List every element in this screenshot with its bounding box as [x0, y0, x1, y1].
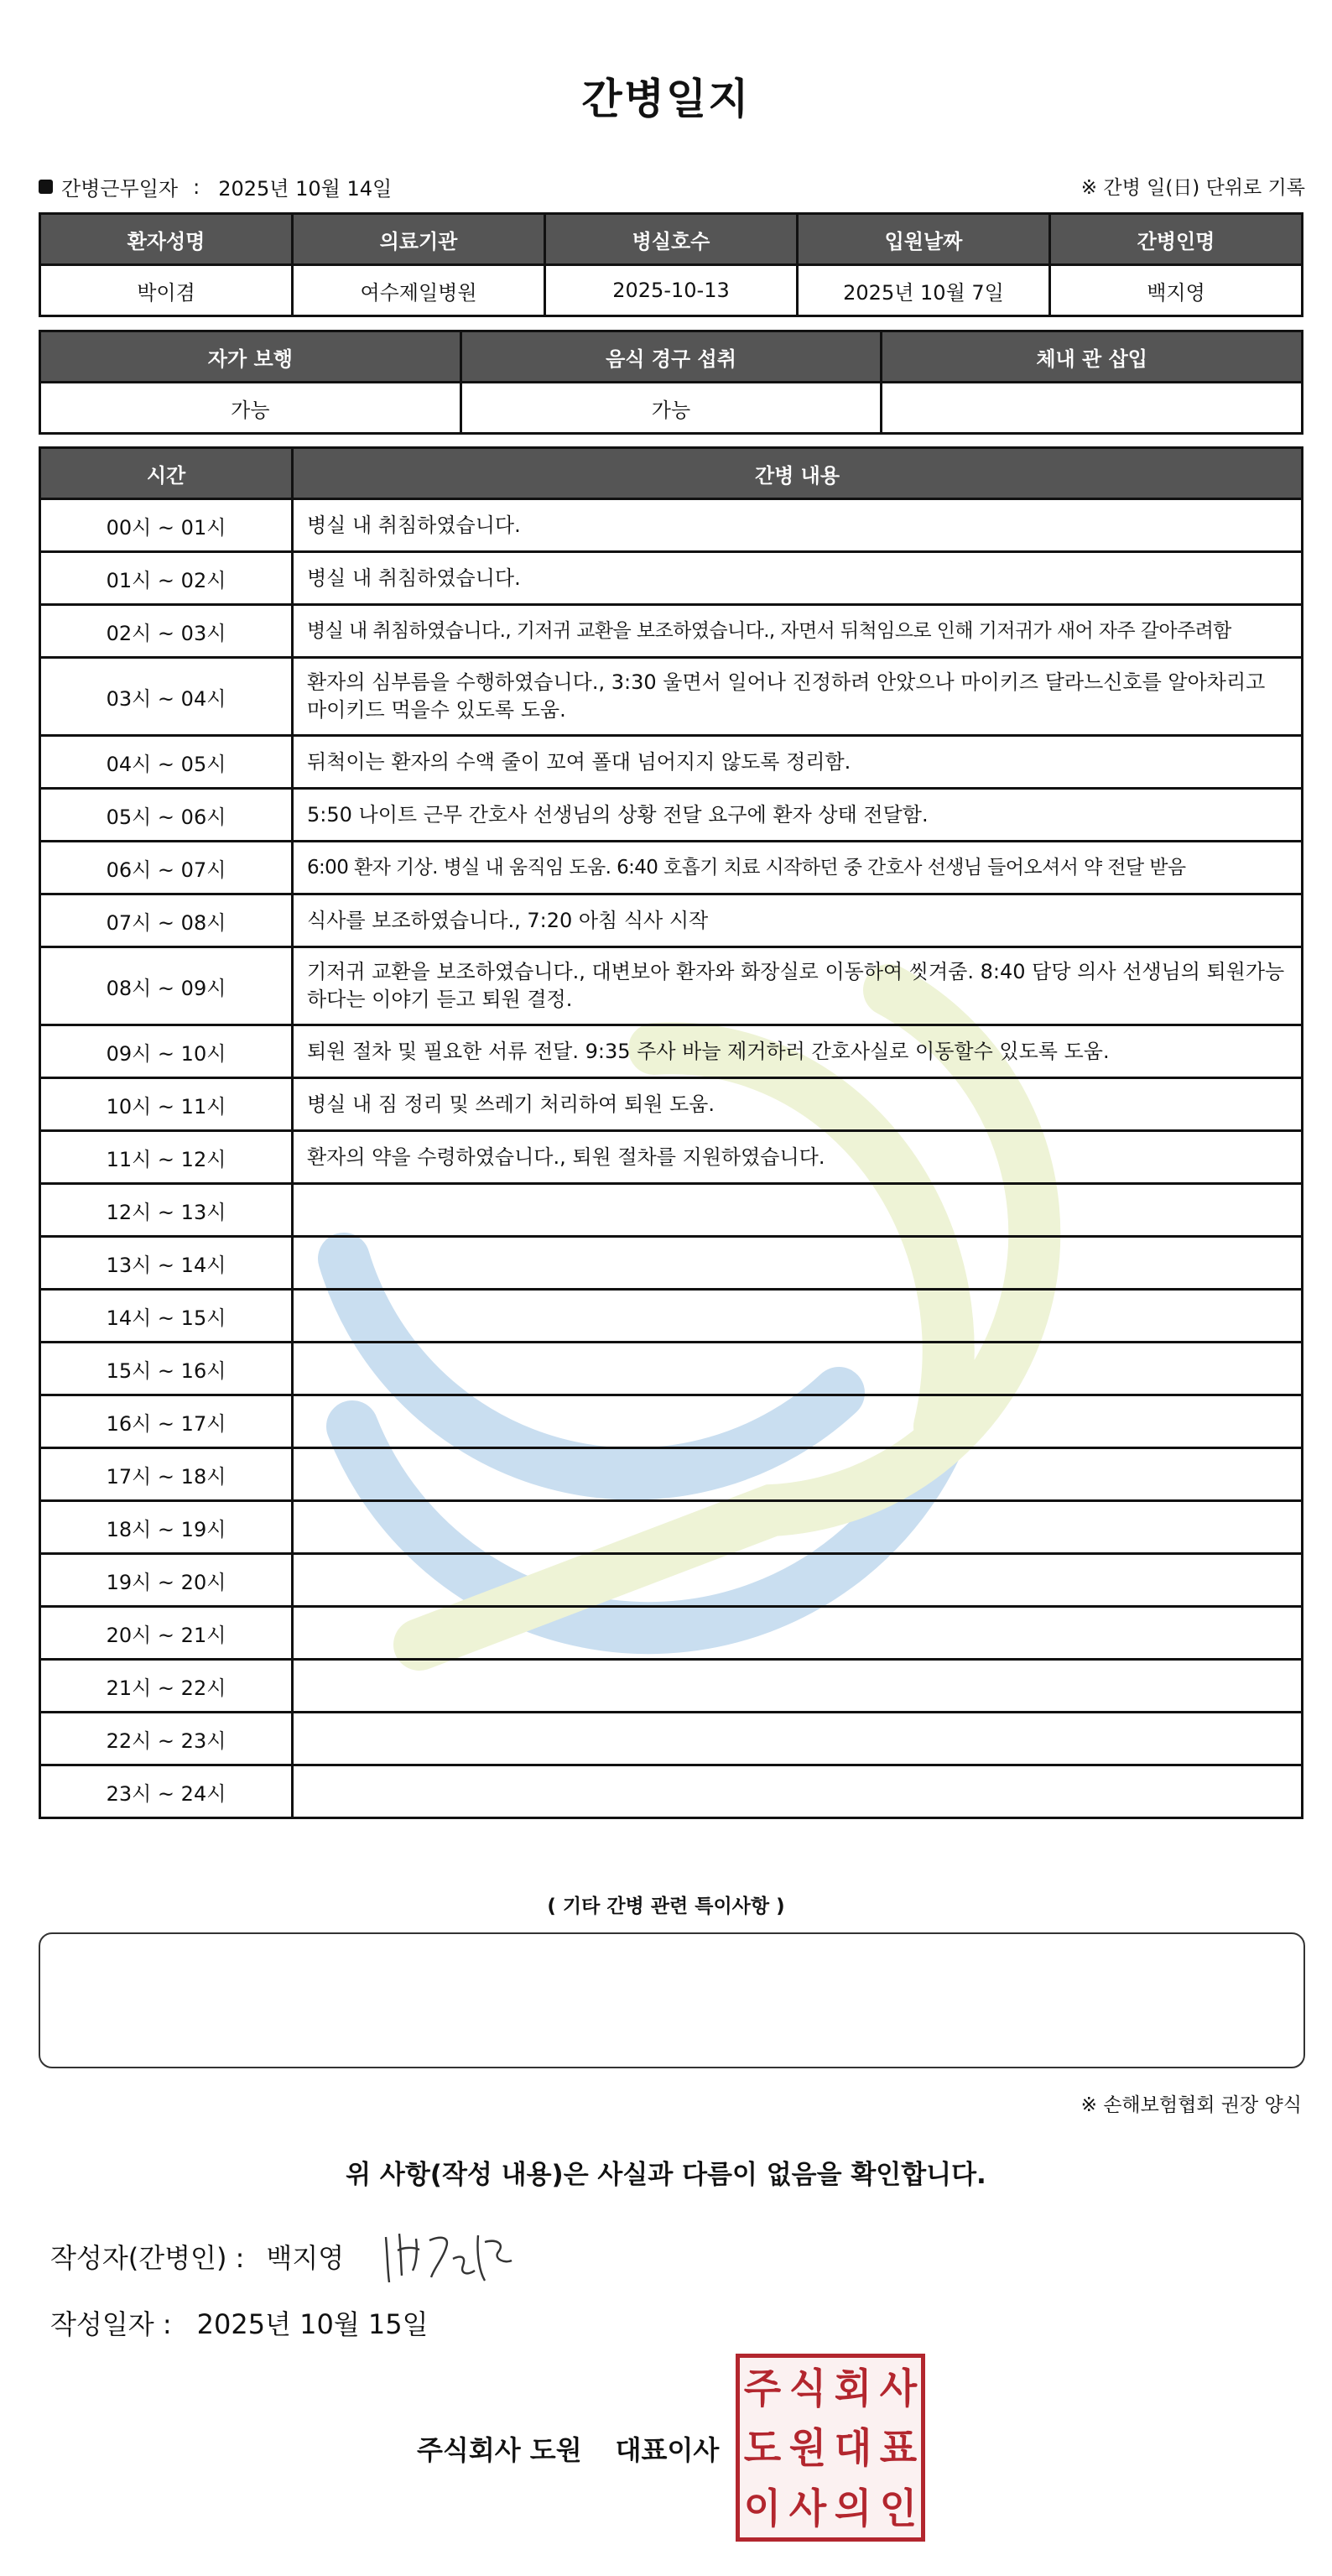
care-content: 6:00 환자 기상. 병실 내 움직임 도움. 6:40 호흡기 치료 시작하던 중 간호사 선생님 들어오셔서 약 전달 받음	[293, 842, 1303, 894]
care-content: 퇴원 절차 및 필요한 서류 전달. 9:35 주사 바늘 제거하러 간호사실로 이동할수 있도록 도움.	[293, 1025, 1303, 1078]
table-row	[40, 1607, 1303, 1660]
self-walking-value: 가능	[40, 383, 461, 434]
care-content: 5:50 나이트 근무 간호사 선생님의 상황 전달 요구에 환자 상태 전달함.	[293, 789, 1303, 842]
confirmation-statement: 위 사항(작성 내용)은 사실과 다름이 없음을 확인합니다.	[346, 2160, 986, 2190]
seal-char: 사	[788, 2483, 827, 2532]
admission-date: 2025년 10월 7일	[798, 265, 1050, 316]
patient-name: 박이겸	[40, 265, 293, 316]
table-row	[40, 1131, 1303, 1184]
table-row	[40, 1554, 1303, 1607]
time-slot: 03시 ~ 04시	[40, 658, 293, 736]
care-content: 식사를 보조하였습니다., 7:20 아침 식사 시작	[293, 894, 1303, 947]
written-date-line	[50, 2303, 429, 2342]
header-admission-date: 입원날짜	[798, 214, 1050, 265]
work-date	[39, 172, 392, 201]
table-row	[40, 1078, 1303, 1131]
time-slot: 18시 ~ 19시	[40, 1501, 293, 1554]
care-content	[293, 1554, 1303, 1607]
oral-intake-value: 가능	[460, 383, 882, 434]
seal-char: 식	[788, 2364, 827, 2412]
room-number: 2025-10-13	[545, 265, 798, 316]
time-slot: 09시 ~ 10시	[40, 1025, 293, 1078]
seal-char: 사	[879, 2364, 918, 2412]
form-recommendation-note: ※ 손해보험협회 권장 양식	[1080, 2094, 1302, 2116]
header-patient-name: 환자성명	[40, 214, 293, 265]
time-slot: 22시 ~ 23시	[40, 1713, 293, 1765]
seal-char: 원	[788, 2423, 827, 2472]
document-title: 간병일지	[581, 75, 751, 123]
header-tube-insertion: 체내 관 삽입	[882, 331, 1303, 383]
time-slot: 00시 ~ 01시	[40, 499, 293, 552]
work-date-separator: :	[193, 175, 200, 199]
time-slot: 12시 ~ 13시	[40, 1184, 293, 1237]
table-row	[40, 894, 1303, 947]
table-row	[40, 1184, 1303, 1237]
time-slot: 07시 ~ 08시	[40, 894, 293, 947]
patient-status-table	[39, 330, 1303, 435]
square-bullet-icon	[39, 180, 53, 194]
care-content	[293, 1184, 1303, 1237]
header-self-walking: 자가 보행	[40, 331, 461, 383]
time-slot: 20시 ~ 21시	[40, 1607, 293, 1660]
written-date-label: 작성일자 :	[50, 2308, 172, 2340]
table-row	[40, 552, 1303, 605]
record-unit-note: ※ 간병 일(日) 단위로 기록	[1080, 177, 1305, 199]
care-content: 병실 내 짐 정리 및 쓰레기 처리하여 퇴원 도움.	[293, 1078, 1303, 1131]
table-row	[40, 658, 1303, 736]
header-hospital: 의료기관	[293, 214, 545, 265]
time-slot: 13시 ~ 14시	[40, 1237, 293, 1290]
time-slot: 06시 ~ 07시	[40, 842, 293, 894]
time-slot: 21시 ~ 22시	[40, 1660, 293, 1713]
writer-name: 백지영	[266, 2242, 345, 2274]
table-row	[40, 1501, 1303, 1554]
time-slot: 05시 ~ 06시	[40, 789, 293, 842]
company-seal-stamp	[736, 2354, 925, 2542]
table-row	[40, 605, 1303, 658]
patient-info-value-row	[40, 265, 1303, 316]
care-content	[293, 1290, 1303, 1343]
care-content	[293, 1713, 1303, 1765]
seal-char: 의	[834, 2483, 872, 2532]
header-time: 시간	[40, 448, 293, 499]
work-date-label: 간병근무일자	[61, 177, 179, 201]
table-row	[40, 1290, 1303, 1343]
time-slot: 04시 ~ 05시	[40, 736, 293, 789]
care-content	[293, 1607, 1303, 1660]
patient-status-header-row	[40, 331, 1303, 383]
table-row	[40, 1448, 1303, 1501]
seal-char: 이	[743, 2483, 782, 2532]
care-content	[293, 1448, 1303, 1501]
seal-char: 회	[834, 2364, 872, 2412]
work-date-value: 2025년 10월 14일	[218, 177, 393, 201]
care-content	[293, 1501, 1303, 1554]
writer-label: 작성자(간병인) :	[50, 2242, 245, 2274]
care-content	[293, 1343, 1303, 1395]
special-notes-title: ( 기타 간병 관련 특이사항 )	[547, 1895, 785, 1917]
writer-line	[50, 2237, 344, 2276]
handwritten-signature	[379, 2222, 522, 2289]
time-slot: 23시 ~ 24시	[40, 1765, 293, 1818]
header-care-content: 간병 내용	[293, 448, 1303, 499]
patient-info-table	[39, 212, 1303, 317]
care-content	[293, 1765, 1303, 1818]
time-slot: 15시 ~ 16시	[40, 1343, 293, 1395]
time-slot: 16시 ~ 17시	[40, 1395, 293, 1448]
time-slot: 01시 ~ 02시	[40, 552, 293, 605]
table-row	[40, 1343, 1303, 1395]
table-row	[40, 1025, 1303, 1078]
table-row	[40, 736, 1303, 789]
table-row	[40, 1395, 1303, 1448]
care-content	[293, 1660, 1303, 1713]
table-row	[40, 1713, 1303, 1765]
tube-insertion-value	[882, 383, 1303, 434]
seal-char: 표	[879, 2423, 918, 2472]
seal-char: 도	[743, 2423, 782, 2472]
time-slot: 02시 ~ 03시	[40, 605, 293, 658]
time-slot: 08시 ~ 09시	[40, 947, 293, 1025]
care-log-header-row	[40, 448, 1303, 499]
table-row	[40, 789, 1303, 842]
special-notes-box	[39, 1932, 1305, 2068]
company-name: 주식회사 도원	[417, 2434, 582, 2466]
care-content: 기저귀 교환을 보조하였습니다., 대변보아 환자와 화장실로 이동하여 씻겨줌. 8:40 담당 의사 선생님의 퇴원가능하다는 이야기 듣고 퇴원 결정.	[293, 947, 1303, 1025]
care-content	[293, 1237, 1303, 1290]
seal-char: 인	[879, 2483, 918, 2532]
header-caregiver-name: 간병인명	[1050, 214, 1303, 265]
table-row	[40, 842, 1303, 894]
care-content: 환자의 심부름을 수행하였습니다., 3:30 울면서 일어나 진정하려 안았으나 마이키즈 달라느신호를 알아차리고 마이키드 먹을수 있도록 도움.	[293, 658, 1303, 736]
hospital-name: 여수제일병원	[293, 265, 545, 316]
table-row	[40, 947, 1303, 1025]
care-content: 병실 내 취침하였습니다.	[293, 499, 1303, 552]
time-slot: 17시 ~ 18시	[40, 1448, 293, 1501]
care-content: 병실 내 취침하였습니다., 기저귀 교환을 보조하였습니다., 자면서 뒤척임으로 인해 기저귀가 새어 자주 갈아주려함	[293, 605, 1303, 658]
table-row	[40, 1660, 1303, 1713]
care-content: 환자의 약을 수령하였습니다., 퇴원 절차를 지원하였습니다.	[293, 1131, 1303, 1184]
seal-char: 대	[834, 2423, 872, 2472]
care-content: 병실 내 취침하였습니다.	[293, 552, 1303, 605]
time-slot: 10시 ~ 11시	[40, 1078, 293, 1131]
written-date-value: 2025년 10월 15일	[196, 2308, 429, 2340]
table-row	[40, 1765, 1303, 1818]
patient-info-header-row	[40, 214, 1303, 265]
time-slot: 14시 ~ 15시	[40, 1290, 293, 1343]
company-role: 대표이사	[615, 2434, 720, 2466]
header-oral-intake: 음식 경구 섭취	[460, 331, 882, 383]
time-slot: 11시 ~ 12시	[40, 1131, 293, 1184]
table-row	[40, 499, 1303, 552]
seal-char: 주	[743, 2364, 782, 2412]
care-content	[293, 1395, 1303, 1448]
company-line	[417, 2429, 719, 2468]
table-row	[40, 1237, 1303, 1290]
caregiver-name: 백지영	[1050, 265, 1303, 316]
care-log-table	[39, 446, 1303, 1819]
header-room-number: 병실호수	[545, 214, 798, 265]
time-slot: 19시 ~ 20시	[40, 1554, 293, 1607]
care-content: 뒤척이는 환자의 수액 줄이 꼬여 폴대 넘어지지 않도록 정리함.	[293, 736, 1303, 789]
patient-status-value-row	[40, 383, 1303, 434]
